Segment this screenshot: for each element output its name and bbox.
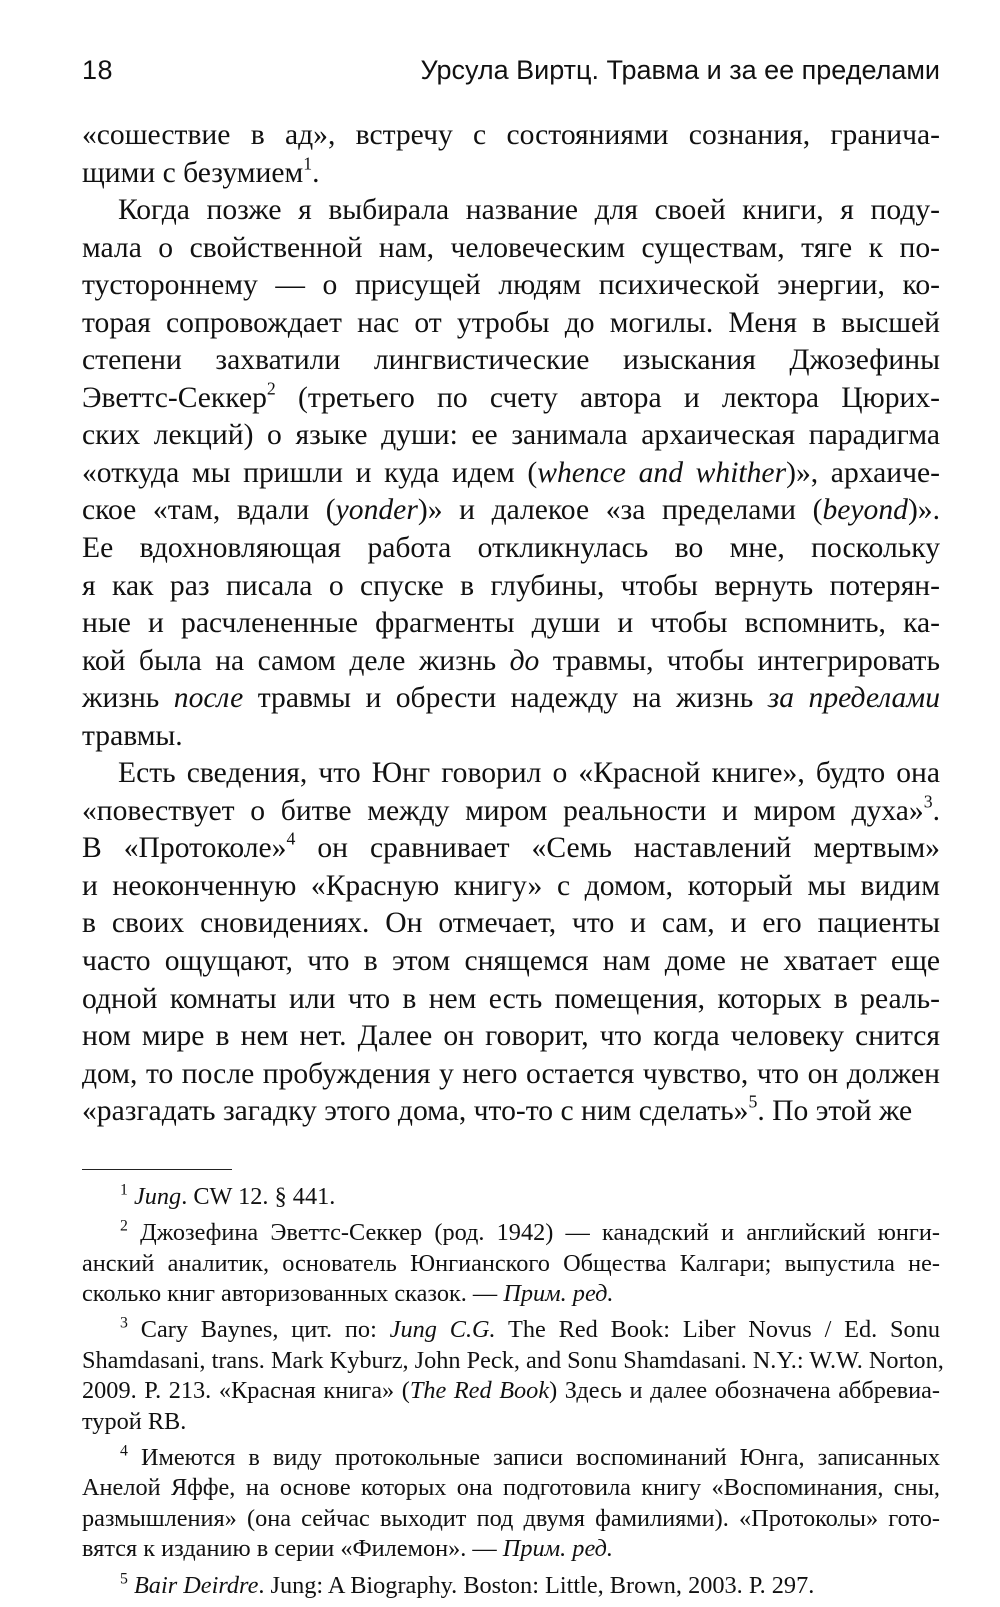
text-line: «сошествие в ад», встречу с состояниями сознания, гранича- <box>82 119 940 151</box>
footnote-marker: 4 <box>120 1442 128 1460</box>
book-page <box>82 55 944 1607</box>
footnote-line: Анелой Яффе, на основе которых она подготовила книгу «Воспоминания, сны, <box>82 1474 940 1502</box>
footnote-line: Shamdasani, trans. Mark Kyburz, John Peck, and Sonu Shamdasani. N.Y.: W.W. Norton, <box>82 1346 944 1374</box>
text-line: В «Протоколе»$^4$ он сравнивает «Семь наставлений мертвым» <box>82 828 940 865</box>
footnote-ref: 4 <box>286 828 296 849</box>
text-line: ные и расчлененные фрагменты души и чтобы вспомнить, ка- <box>82 607 940 640</box>
footnote-line: $^3$ Cary Baynes, цит. по: Jung C.G. The Red Book: Liber Novus / Ed. Sonu <box>120 1314 940 1344</box>
text-line: «разгадать загадку этого дома, что-то с ним сделать»$^5$. По этой же <box>82 1091 913 1128</box>
text-line: кой была на самом деле жизнь до травмы, чтобы интегрировать <box>82 644 940 677</box>
text-line: тустороннему — о присущей людям психической энергии, ко- <box>82 269 940 302</box>
paragraph <box>82 192 940 755</box>
text-line: жизнь после травмы и обрести надежду на жизнь за пределами <box>82 682 940 715</box>
footnote <box>82 1314 944 1437</box>
footnote-marker: 5 <box>120 1570 128 1588</box>
text-line: ских лекций) о языке души: ее занимала архаическая парадигма <box>82 419 940 452</box>
footnote <box>82 1571 940 1601</box>
text-line: часто ощущают, что в этом снящемся нам доме не хватает еще <box>82 945 940 978</box>
text-line: одной комнаты или что в нем есть помещения, которых в реаль- <box>82 982 940 1015</box>
footnote-line: турой RB. <box>82 1407 187 1435</box>
text-line: ном мире в нем нет. Далее он говорит, что когда человеку снится <box>82 1020 940 1053</box>
text-line: я как раз писала о спуске в глубины, чтобы вернуть потерян- <box>82 569 940 602</box>
main-text <box>82 117 940 1131</box>
footnote-ref: 5 <box>748 1091 758 1112</box>
text-line: Когда позже я выбирала название для своей книги, я поду- <box>118 194 940 227</box>
footnote-ref: 1 <box>303 153 313 174</box>
text-line: мала о свойственной нам, человеческим существам, тяге к по- <box>82 231 940 264</box>
text-line: в своих сновидениях. Он отмечает, что и сам, и его пациенты <box>82 907 940 940</box>
footnote-marker: 2 <box>120 1217 128 1235</box>
footnote-marker: 3 <box>120 1314 128 1332</box>
text-line: и неоконченную «Красную книгу» с домом, который мы видим <box>82 869 940 902</box>
paragraph <box>82 755 940 1130</box>
page-number: 18 <box>82 55 114 85</box>
footnote-line: анский аналитик, основатель Юнгианского Общества Калгари; выпустила не- <box>82 1249 940 1277</box>
footnote-line: сколько книг авторизованных сказок. — Прим. ред. <box>82 1279 614 1307</box>
text-line: щими с безумием$^1$. <box>82 153 320 189</box>
text-line: дом, то после пробуждения у него остается чувство, что он должен <box>82 1057 940 1090</box>
footnote-ref: 2 <box>266 378 276 399</box>
text-line: Эветтс-Секкер$^2$ (третьего по счету автора и лектора Цюрих- <box>82 378 940 414</box>
text-line: ское «там, вдали (yonder)» и далекое «за пределами (beyond)». <box>82 494 940 527</box>
running-title: Урсула Виртц. Травма и за ее пределами <box>420 55 940 85</box>
text-line: «откуда мы пришли и куда идем (whence and whither)», архаиче- <box>82 456 940 489</box>
footnote-marker: 1 <box>120 1181 128 1199</box>
text-line: «повествует о битве между миром реальности и миром духа»$^3$. <box>82 791 940 827</box>
text-line: Есть сведения, что Юнг говорил о «Красной книге», будто она <box>118 757 940 790</box>
footnote-line: вятся к изданию в серии «Филемон». — Прим. ред. <box>82 1535 613 1563</box>
footnote <box>82 1218 940 1309</box>
running-header <box>82 55 940 97</box>
footnotes <box>82 1181 944 1601</box>
footnote-line: размышления» (она сейчас выходит под двумя фамилиями). «Протоколы» гото- <box>82 1504 940 1532</box>
footnote-line: $^4$ Имеются в виду протокольные записи воспоминаний Юнга, записанных <box>120 1442 941 1472</box>
footnote <box>82 1182 940 1212</box>
text-line: степени захватили лингвистические изыскания Джозефины <box>82 344 940 377</box>
text-line: торая сопровождает нас от утробы до могилы. Меня в высшей <box>82 306 940 339</box>
text-line: травмы. <box>82 719 183 752</box>
footnote-line: 2009. P. 213. «Красная книга» (The Red Book) Здесь и далее обозначена аббревиа- <box>82 1377 940 1405</box>
footnote-separator <box>82 1169 232 1170</box>
footnote-line: $^5$ Bair Deirdre. Jung: A Biography. Boston: Little, Brown, 2003. P. 297. <box>120 1570 815 1599</box>
footnote-line: $^2$ Джозефина Эветтс-Секкер (род. 1942) — канадский и английский юнги- <box>120 1217 940 1247</box>
footnote-ref: 3 <box>923 791 933 812</box>
footnote <box>82 1443 940 1565</box>
paragraph <box>82 117 940 192</box>
footnote-line: $^1$ Jung. CW 12. § 441. <box>120 1181 336 1210</box>
text-line: Ее вдохновляющая работа откликнулась во мне, поскольку <box>82 532 940 565</box>
